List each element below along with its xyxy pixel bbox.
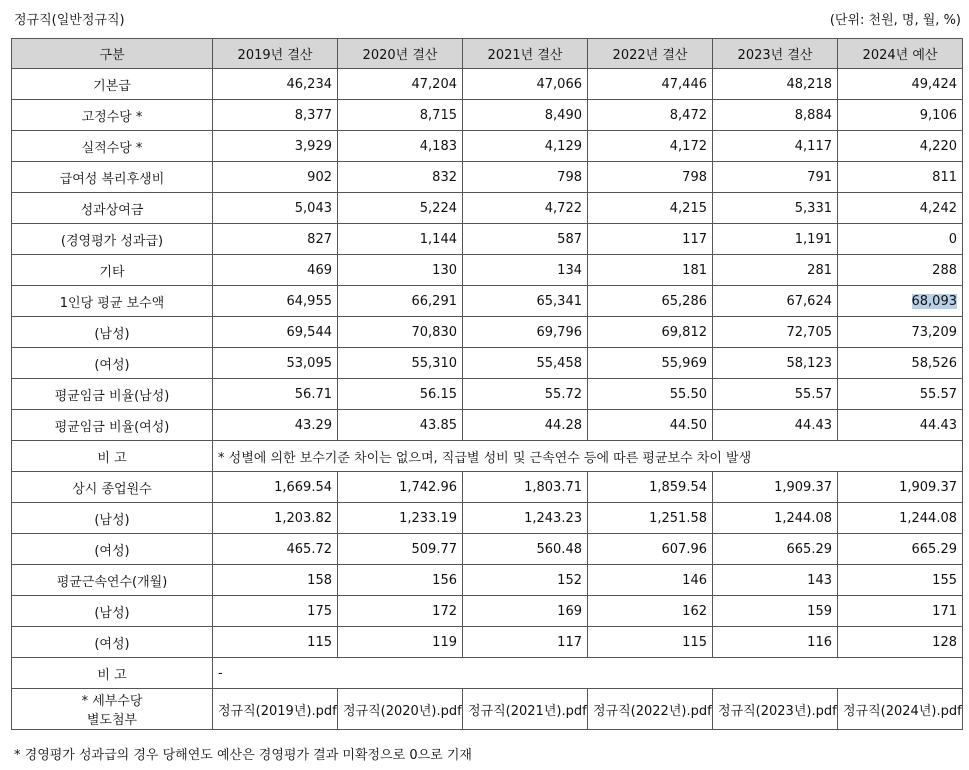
cell-value: 69,812 [661, 324, 707, 340]
header-year: 2021년 결산 [463, 39, 588, 69]
table-cell [588, 255, 713, 286]
cell-value: 172 [432, 603, 457, 619]
table-row [12, 317, 963, 348]
row-label: (여성) [12, 348, 213, 379]
cell-value: 46,234 [286, 76, 332, 92]
cell-value: 146 [682, 572, 707, 588]
cell-value: 8,884 [794, 107, 832, 123]
cell-value: 5,331 [794, 200, 832, 216]
cell-value: 47,204 [411, 76, 457, 92]
cell-value: 162 [682, 603, 707, 619]
table-cell [338, 379, 463, 410]
table-cell [713, 193, 838, 224]
table-cell [713, 100, 838, 131]
table-cell [338, 410, 463, 441]
cell-value: 832 [432, 169, 457, 185]
table-row [12, 534, 963, 565]
cell-value: 798 [557, 169, 582, 185]
table-cell [713, 627, 838, 658]
salary-table [11, 38, 963, 730]
table-cell [588, 162, 713, 193]
table-cell [838, 410, 963, 441]
table-cell [213, 627, 338, 658]
table-cell [338, 627, 463, 658]
cell-value: 116 [807, 634, 832, 650]
table-cell [213, 131, 338, 162]
table-cell [338, 596, 463, 627]
table-cell [838, 596, 963, 627]
cell-value: 509.77 [411, 541, 457, 557]
cell-value: 55.57 [919, 386, 957, 402]
table-cell [213, 410, 338, 441]
table-cell [463, 410, 588, 441]
cell-value: 117 [557, 634, 582, 650]
table-cell [838, 472, 963, 503]
row-label: 기본급 [12, 69, 213, 100]
cell-value: 281 [807, 262, 832, 278]
table-cell [838, 100, 963, 131]
table-cell [588, 317, 713, 348]
table-cell [588, 286, 713, 317]
cell-value: 4,183 [419, 138, 457, 154]
cell-value: 67,624 [786, 293, 832, 309]
row-label: 성과상여금 [12, 193, 213, 224]
table-cell [838, 348, 963, 379]
table-cell [838, 534, 963, 565]
table-row [12, 379, 963, 410]
cell-value: 5,224 [419, 200, 457, 216]
table-cell [588, 627, 713, 658]
cell-value: 70,830 [411, 324, 457, 340]
cell-value: 560.48 [536, 541, 582, 557]
row-label: 고정수당 * [12, 100, 213, 131]
cell-value: 44.28 [544, 417, 582, 433]
table-caption [14, 9, 961, 29]
table-cell [213, 379, 338, 410]
table-row [12, 224, 963, 255]
cell-value: 47,446 [661, 76, 707, 92]
cell-value: 3,929 [294, 138, 332, 154]
table-cell [713, 348, 838, 379]
attachment-link[interactable]: 정규직(2024년).pdf [838, 689, 963, 730]
table-cell [713, 224, 838, 255]
table-cell [213, 317, 338, 348]
table-row [12, 596, 963, 627]
cell-value: 58,123 [786, 355, 832, 371]
cell-value: 69,544 [286, 324, 332, 340]
table-cell [463, 193, 588, 224]
cell-value: 607.96 [661, 541, 707, 557]
cell-value: 130 [432, 262, 457, 278]
table-cell [338, 565, 463, 596]
cell-value: 4,117 [794, 138, 832, 154]
table-cell [338, 162, 463, 193]
cell-value: 55.72 [544, 386, 582, 402]
table-cell [838, 131, 963, 162]
cell-value: 8,490 [544, 107, 582, 123]
cell-value: 134 [557, 262, 582, 278]
attachment-link[interactable]: 정규직(2021년).pdf [463, 689, 588, 730]
cell-value: 1,233.19 [399, 510, 457, 526]
table-cell [588, 348, 713, 379]
cell-value: 43.29 [294, 417, 332, 433]
row-label: 상시 종업원수 [12, 472, 213, 503]
remark-text: - [213, 658, 963, 689]
row-label: 급여성 복리후생비 [12, 162, 213, 193]
table-cell [463, 255, 588, 286]
cell-value: 8,377 [294, 107, 332, 123]
cell-value: 811 [932, 169, 957, 185]
table-cell [338, 317, 463, 348]
table-cell [338, 348, 463, 379]
table-cell [213, 69, 338, 100]
table-cell [463, 627, 588, 658]
table-cell [713, 317, 838, 348]
cell-value: 1,243.23 [524, 510, 582, 526]
table-cell [713, 69, 838, 100]
cell-value: 152 [557, 572, 582, 588]
row-label: 실적수당 * [12, 131, 213, 162]
cell-value: 0 [948, 231, 957, 247]
table-cell [463, 131, 588, 162]
table-cell [838, 193, 963, 224]
table-cell [713, 472, 838, 503]
table-row [12, 162, 963, 193]
table-row [12, 410, 963, 441]
cell-value: 4,172 [669, 138, 707, 154]
table-cell [838, 565, 963, 596]
remark-text: * 성별에 의한 보수기준 차이는 없으며, 직급별 성비 및 근속연수 등에 따른 평균보수 차이 발생 [213, 441, 963, 472]
header-year: 2022년 결산 [588, 39, 713, 69]
table-cell [588, 410, 713, 441]
cell-value: 902 [307, 169, 332, 185]
header-year: 2023년 결산 [713, 39, 838, 69]
cell-value: 1,909.37 [774, 479, 832, 495]
table-cell [588, 472, 713, 503]
cell-value: 159 [807, 603, 832, 619]
table-cell [463, 286, 588, 317]
table-row [12, 100, 963, 131]
cell-value: 55.50 [669, 386, 707, 402]
remark-label: 비 고 [12, 658, 213, 689]
table-cell [213, 565, 338, 596]
table-cell [213, 534, 338, 565]
row-label: 평균임금 비율(남성) [12, 379, 213, 410]
row-label: (여성) [12, 627, 213, 658]
cell-value: 1,803.71 [524, 479, 582, 495]
cell-value: 69,796 [536, 324, 582, 340]
row-label: 평균근속연수(개월) [12, 565, 213, 596]
cell-value: 5,043 [294, 200, 332, 216]
cell-value: 1,203.82 [274, 510, 332, 526]
cell-value: 169 [557, 603, 582, 619]
table-row [12, 131, 963, 162]
table-cell [463, 596, 588, 627]
table-cell [713, 286, 838, 317]
cell-value: 155 [932, 572, 957, 588]
table-cell [713, 534, 838, 565]
table-row [12, 255, 963, 286]
cell-value: 288 [932, 262, 957, 278]
table-cell [338, 131, 463, 162]
cell-value: 55,458 [536, 355, 582, 371]
cell-value: 171 [932, 603, 957, 619]
cell-value: 8,472 [669, 107, 707, 123]
cell-value: 1,251.58 [649, 510, 707, 526]
table-cell [463, 472, 588, 503]
cell-value: 665.29 [911, 541, 957, 557]
table-row [12, 503, 963, 534]
table-cell [338, 503, 463, 534]
header-category: 구분 [12, 39, 213, 69]
cell-value: 128 [932, 634, 957, 650]
table-cell [713, 162, 838, 193]
cell-value: 66,291 [411, 293, 457, 309]
remark-label: 비 고 [12, 441, 213, 472]
table-cell [588, 503, 713, 534]
cell-value: 4,722 [544, 200, 582, 216]
cell-value: 4,242 [919, 200, 957, 216]
unit-label: (단위: 천원, 명, 월, %) [829, 13, 961, 28]
cell-value: 1,859.54 [649, 479, 707, 495]
table-cell [713, 410, 838, 441]
cell-value: 115 [307, 634, 332, 650]
cell-value: 143 [807, 572, 832, 588]
table-cell [213, 286, 338, 317]
header-row [12, 39, 963, 69]
table-cell [463, 100, 588, 131]
section-title: 정규직(일반정규직) [14, 13, 125, 28]
row-label: (남성) [12, 596, 213, 627]
table-cell [588, 100, 713, 131]
table-cell [463, 379, 588, 410]
attachment-label [12, 689, 213, 730]
cell-value: 4,215 [669, 200, 707, 216]
table-cell [338, 193, 463, 224]
table-cell [463, 224, 588, 255]
cell-value: 798 [682, 169, 707, 185]
cell-value: 56.71 [294, 386, 332, 402]
cell-value: 665.29 [786, 541, 832, 557]
cell-value: 49,424 [911, 76, 957, 92]
table-row [12, 472, 963, 503]
table-cell [213, 503, 338, 534]
table-cell [213, 255, 338, 286]
table-cell [838, 162, 963, 193]
cell-value: 181 [682, 262, 707, 278]
cell-value: 175 [307, 603, 332, 619]
cell-value: 44.50 [669, 417, 707, 433]
table-cell [463, 348, 588, 379]
table-cell [463, 565, 588, 596]
table-cell [838, 286, 963, 317]
cell-value: 55.57 [794, 386, 832, 402]
table-cell [213, 162, 338, 193]
table-cell [713, 255, 838, 286]
cell-value: 1,742.96 [399, 479, 457, 495]
table-cell [213, 472, 338, 503]
table-cell [213, 224, 338, 255]
attachment-link[interactable]: 정규직(2022년).pdf [588, 689, 713, 730]
cell-value: 64,955 [286, 293, 332, 309]
table-row [12, 286, 963, 317]
cell-value: 8,715 [419, 107, 457, 123]
table-cell [838, 627, 963, 658]
cell-value: 72,705 [786, 324, 832, 340]
cell-value: 587 [557, 231, 582, 247]
table-row [12, 69, 963, 100]
table-cell [838, 69, 963, 100]
header-year: 2024년 예산 [838, 39, 963, 69]
row-label: (남성) [12, 317, 213, 348]
remark-row [12, 441, 963, 472]
attachment-link[interactable]: 정규직(2019년).pdf [213, 689, 338, 730]
cell-value: 1,144 [419, 231, 457, 247]
cell-value: 117 [682, 231, 707, 247]
table-cell [588, 193, 713, 224]
cell-value: 9,106 [919, 107, 957, 123]
cell-value: 1,669.54 [274, 479, 332, 495]
cell-value: 1,244.08 [774, 510, 832, 526]
table-cell [588, 224, 713, 255]
table-cell [338, 224, 463, 255]
cell-value: 791 [807, 169, 832, 185]
cell-value: 47,066 [536, 76, 582, 92]
cell-value: 1,191 [794, 231, 832, 247]
table-cell [838, 503, 963, 534]
table-cell [213, 100, 338, 131]
table-cell [588, 379, 713, 410]
cell-value: 44.43 [794, 417, 832, 433]
cell-value: 115 [682, 634, 707, 650]
cell-value: 4,220 [919, 138, 957, 154]
cell-value: 158 [307, 572, 332, 588]
table-row [12, 348, 963, 379]
table-cell [213, 193, 338, 224]
table-cell [713, 379, 838, 410]
table-cell [713, 131, 838, 162]
table-cell [588, 565, 713, 596]
table-cell [838, 224, 963, 255]
table-cell [338, 255, 463, 286]
remark-row [12, 658, 963, 689]
cell-value: 55,969 [661, 355, 707, 371]
header-year: 2020년 결산 [338, 39, 463, 69]
table-cell [588, 596, 713, 627]
table-cell [588, 534, 713, 565]
attachment-label-line1: * 세부수당 [81, 694, 143, 709]
header-year: 2019년 결산 [213, 39, 338, 69]
cell-value: 56.15 [419, 386, 457, 402]
cell-value: 73,209 [911, 324, 957, 340]
cell-value: 156 [432, 572, 457, 588]
cell-value: 48,218 [786, 76, 832, 92]
cell-value: 1,244.08 [899, 510, 957, 526]
table-cell [713, 503, 838, 534]
table-cell [838, 317, 963, 348]
table-cell [713, 596, 838, 627]
cell-value: 827 [307, 231, 332, 247]
cell-value: 119 [432, 634, 457, 650]
row-label: (남성) [12, 503, 213, 534]
table-cell [338, 100, 463, 131]
table-cell [213, 348, 338, 379]
cell-value: 4,129 [544, 138, 582, 154]
cell-value: 465.72 [286, 541, 332, 557]
table-cell [338, 472, 463, 503]
table-cell [213, 596, 338, 627]
table-cell [463, 317, 588, 348]
cell-value: 68,093 [911, 293, 957, 309]
table-cell [713, 565, 838, 596]
table-cell [588, 69, 713, 100]
attachment-row [12, 689, 963, 730]
table-cell [588, 131, 713, 162]
cell-value: 43.85 [419, 417, 457, 433]
row-label: 1인당 평균 보수액 [12, 286, 213, 317]
row-label: 평균임금 비율(여성) [12, 410, 213, 441]
attachment-label-line2: 별도첨부 [86, 713, 138, 728]
staff-rows [12, 472, 963, 658]
cell-value: 55,310 [411, 355, 457, 371]
table-cell [463, 534, 588, 565]
footnote: * 경영평가 성과급의 경우 당해연도 예산은 경영평가 결과 미확정으로 0으로 기재 [14, 748, 472, 763]
table-row [12, 627, 963, 658]
table-cell [838, 255, 963, 286]
salary-rows [12, 69, 963, 441]
table-cell [838, 379, 963, 410]
cell-value: 65,341 [536, 293, 582, 309]
cell-value: 44.43 [919, 417, 957, 433]
table-cell [338, 286, 463, 317]
cell-value: 469 [307, 262, 332, 278]
cell-value: 1,909.37 [899, 479, 957, 495]
cell-value: 65,286 [661, 293, 707, 309]
row-label: (경영평가 성과급) [12, 224, 213, 255]
row-label: (여성) [12, 534, 213, 565]
table-cell [463, 503, 588, 534]
attachment-link[interactable]: 정규직(2020년).pdf [338, 689, 463, 730]
table-cell [463, 162, 588, 193]
table-row [12, 565, 963, 596]
cell-value: 58,526 [911, 355, 957, 371]
table-row [12, 193, 963, 224]
table-cell [338, 534, 463, 565]
attachment-link[interactable]: 정규직(2023년).pdf [713, 689, 838, 730]
row-label: 기타 [12, 255, 213, 286]
cell-value: 53,095 [286, 355, 332, 371]
table-cell [463, 69, 588, 100]
table-cell [338, 69, 463, 100]
